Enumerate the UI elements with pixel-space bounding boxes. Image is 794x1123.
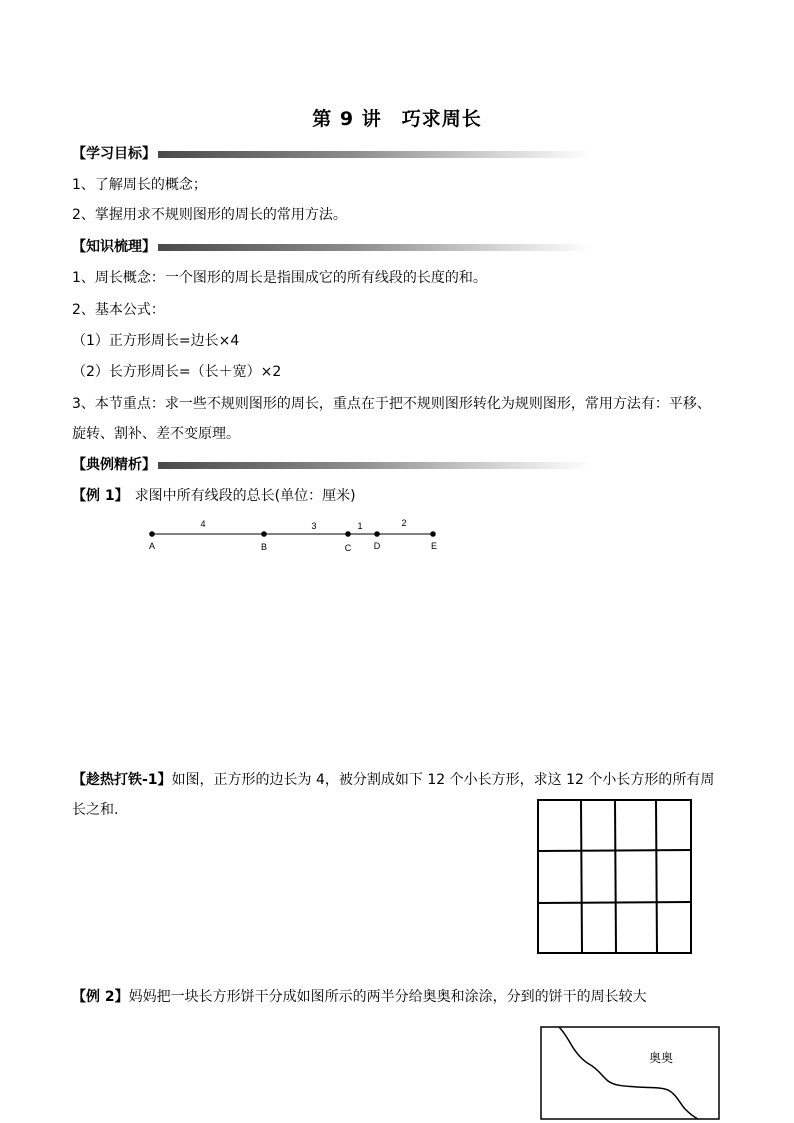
segment-label: 4 (200, 519, 206, 529)
practice-text: 如图，正方形的边长为 4，被分割成如下 12 个小长方形，求这 12 个小长方形的所有周长之和. (72, 772, 715, 818)
section-gradient-bar (158, 151, 592, 158)
example-tag: 【例 1】 (72, 488, 129, 504)
horizontal-divider (538, 902, 691, 903)
section-header-goals (72, 143, 592, 165)
page-title: 第 9 讲 巧求周长 (312, 108, 482, 130)
formula-item: （2）长方形周长=（长＋宽）×2 (72, 364, 282, 380)
point-label: B (260, 542, 268, 552)
point-label: D (373, 541, 381, 551)
knowledge-item: 1、周长概念：一个图形的周长是指围成它的所有线段的长度的和。 (72, 270, 487, 286)
segment-label: 3 (311, 521, 317, 531)
vertical-divider (656, 800, 657, 953)
section-gradient-bar (158, 462, 592, 469)
segment-label: 2 (401, 518, 407, 528)
example-text: 求图中所有线段的总长(单位：厘米) (134, 488, 356, 504)
example-tag: 【例 2】 (72, 989, 129, 1005)
point-label: A (148, 541, 156, 551)
point-label: E (430, 541, 438, 551)
knowledge-item: 2、基本公式： (72, 302, 165, 318)
goal-item: 2、掌握用求不规则图形的周长的常用方法。 (72, 207, 347, 223)
grid-square-figure (534, 796, 696, 958)
point-label: C (344, 543, 352, 553)
key-point-paragraph: 3、本节重点：求一些不规则图形的周长，重点在于把不规则图形转化为规则图形，常用方法有：平移、旋转、割补、差不变原理。 (72, 396, 711, 442)
point-c-dot (345, 531, 351, 537)
example2-line (72, 986, 724, 1008)
point-a-dot (149, 531, 155, 537)
section-header-examples (72, 454, 592, 476)
goal-item: 1、了解周长的概念； (72, 177, 207, 193)
cookie-rectangle (541, 1027, 719, 1119)
vertical-divider (615, 800, 616, 953)
section-label: 【学习目标】 (72, 146, 156, 162)
point-d-dot (374, 531, 380, 537)
segment-label: 1 (357, 521, 363, 531)
cut-curve (559, 1027, 698, 1119)
point-b-dot (261, 531, 267, 537)
line-segment-diagram (140, 512, 450, 556)
point-e-dot (430, 531, 436, 537)
example1-line (72, 485, 356, 507)
section-label: 【知识梳理】 (72, 239, 156, 255)
formula-item: （1）正方形周长=边长×4 (72, 333, 240, 349)
section-label: 【典例精析】 (72, 457, 156, 473)
section-header-knowledge (72, 236, 592, 258)
example-text: 妈妈把一块长方形饼干分成如图所示的两半分给奥奥和涂涂，分到的饼干的周长较大 (128, 989, 647, 1005)
cookie-figure (538, 1024, 724, 1123)
practice-tag: 【趁热打铁-1】 (72, 772, 172, 788)
vertical-divider (581, 800, 582, 953)
section-gradient-bar (158, 244, 592, 251)
figure-label: 奥奥 (649, 1051, 674, 1065)
